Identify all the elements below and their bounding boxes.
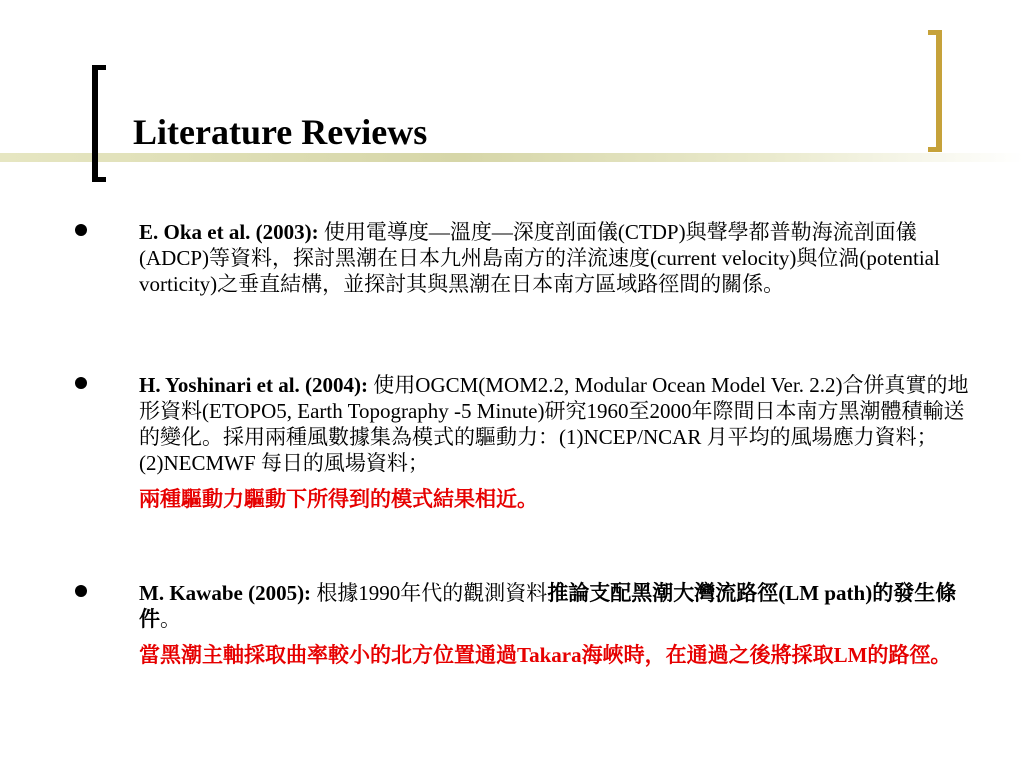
author-oka: E. Oka et al. (2003): [139, 220, 319, 244]
highlight-kawabe: 當黑潮主軸採取曲率較小的北方位置通過Takara海峽時，在通過之後將採取LM的路徑。 [139, 643, 952, 667]
left-bracket-decoration [92, 65, 106, 182]
title-underline-bar [0, 153, 1024, 162]
item-text-yoshinari: 使用OGCM(MOM2.2, Modular Ocean Model Ver. 2.2)合併真實的地形資料(ETOPO5, Earth Topography -5 Minute)研究1960至2000年際間日本南方黑潮體積輸送的變化。採用兩種風數據集為模式的驅動力：(1)NCEP/NCAR 月平均的風場應力資料；(2)NECMWF 每日的風場資料； [139, 373, 969, 475]
bullet-1-icon [75, 224, 87, 236]
item-bold-kawabe: 推論支配黑潮大灣流路徑(LM path)的發生條件 [139, 581, 957, 631]
bullet-2-icon [75, 377, 87, 389]
item-text-kawabe: 根據1990年代的觀測資料 [311, 581, 548, 605]
slide-title: Literature Reviews [133, 112, 428, 152]
item-text-oka: 使用電導度—溫度—深度剖面儀(CTDP)與聲學都普勒海流剖面儀(ADCP)等資料，探討黑潮在日本九州島南方的洋流速度(current velocity)與位渦(potential vorticity)之垂直結構，並探討其與黑潮在日本南方區域路徑間的關係。 [139, 220, 940, 296]
list-item-oka [139, 219, 981, 297]
author-yoshinari: H. Yoshinari et al. (2004): [139, 373, 369, 397]
list-item-kawabe [139, 580, 981, 668]
bullet-3-icon [75, 585, 87, 597]
list-item-yoshinari [139, 372, 981, 512]
item-text-end-kawabe: 。 [160, 607, 181, 631]
author-kawabe: M. Kawabe (2005): [139, 581, 312, 605]
highlight-yoshinari: 兩種驅動力驅動下所得到的模式結果相近。 [139, 487, 538, 511]
right-bracket-decoration [928, 30, 942, 152]
